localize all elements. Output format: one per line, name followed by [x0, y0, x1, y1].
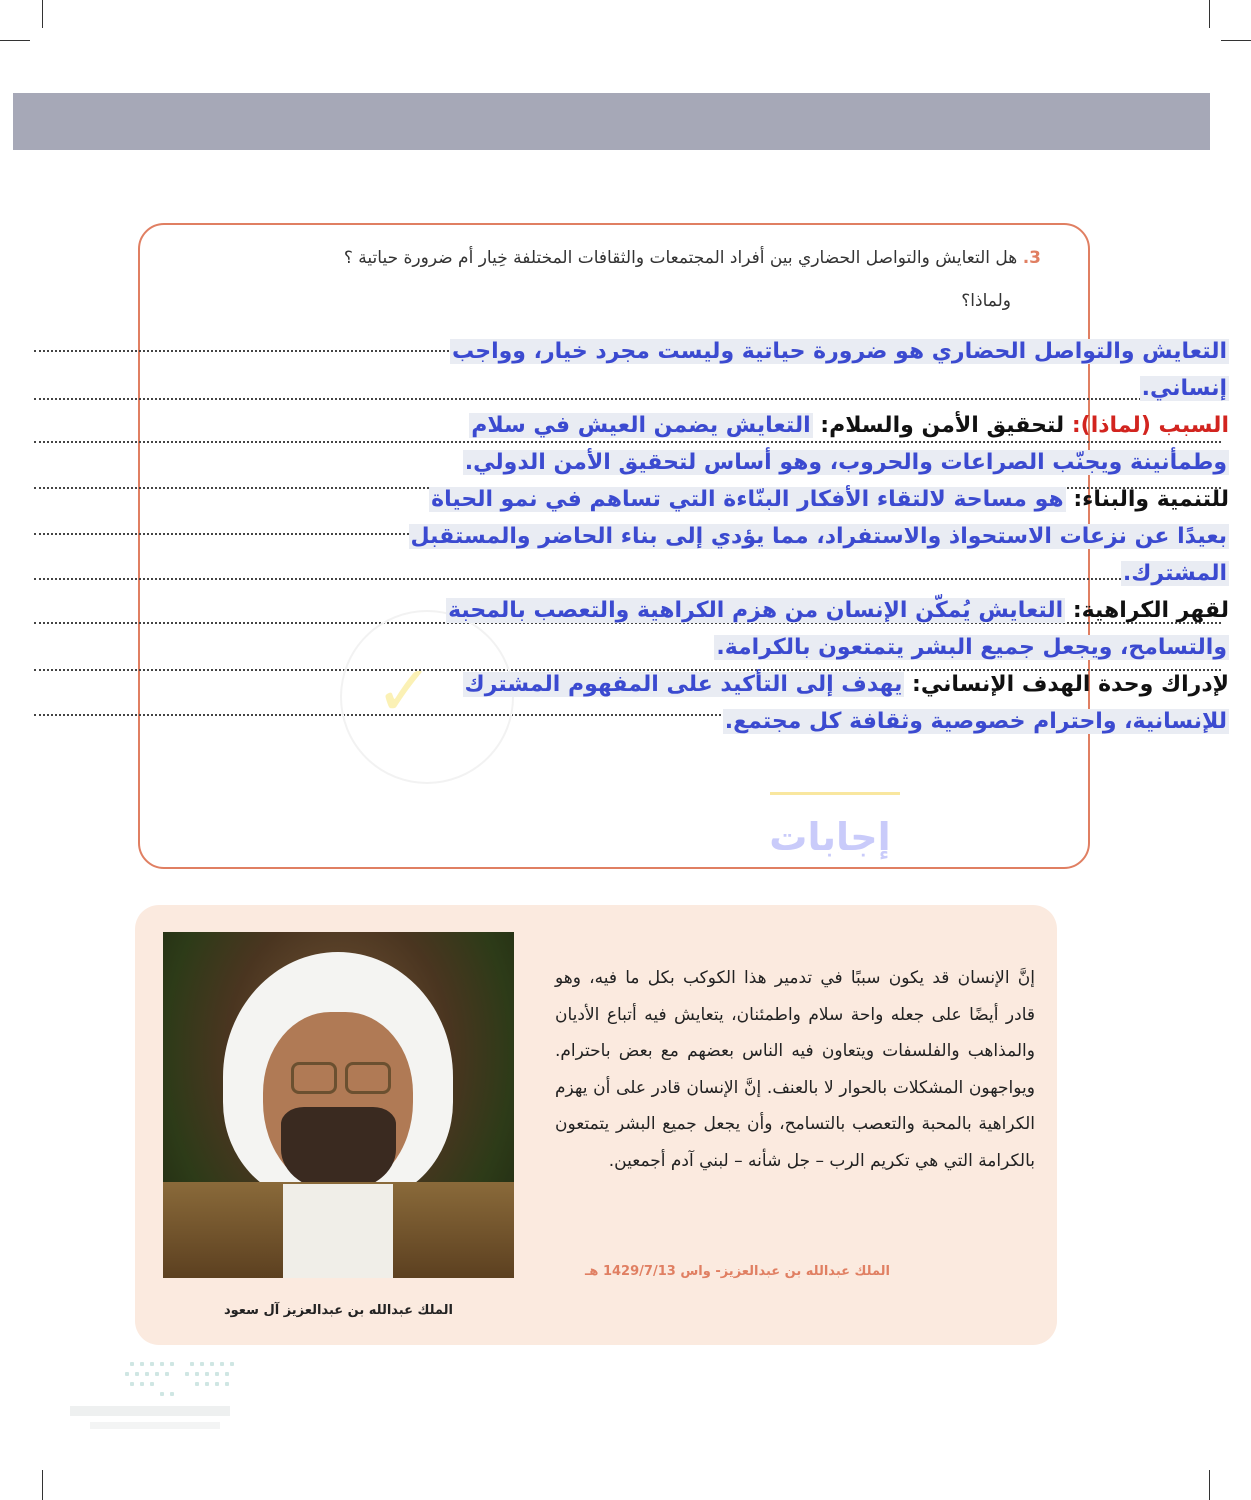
answer-line-9 [34, 629, 1229, 666]
question-text [344, 248, 1041, 268]
photo-caption: الملك عبدالله بن عبدالعزيز آل سعود [223, 1303, 453, 1318]
point-2-heading: للتنمية والبناء: [1073, 487, 1229, 512]
point-3-text-1: التعايش يُمكّن الإنسان من هزم الكراهية والتعصب بالمحبة [448, 598, 1064, 623]
answer-line-3 [34, 407, 1229, 444]
quote-text: إنَّ الإنسان قد يكون سببًا في تدمير هذا الكوكب بكل ما فيه، وهو قادر أيضًا على جعله واحة سلام واطمئنان، يتعايش فيه أتباع الأديان والمذاهب والفلسفات ويتعاون فيه الناس بعضهم مع بعض باحترام. ويواجهون المشكلات بالحوار لا بالعنف. إنَّ الإنسان قادر على أن يهزم الكراهية بالمحبة والتعصب بالتسامح، وأن يجعل جميع البشر يتمتعون بالكرامة التي هي تكريم الرب – جل شأنه – لبني آدم أجمعين. [555, 968, 1035, 1171]
question-number: 3. [1022, 248, 1041, 268]
king-photo [163, 932, 514, 1278]
ministry-logo-icon [20, 1360, 235, 1442]
question-line-1: هل التعايش والتواصل الحضاري بين أفراد المجتمعات والثقافات المختلفة خِيار أم ضرورة حياتية ؟ [343, 248, 1018, 268]
point-3-text-2: والتسامح، ويجعل جميع البشر يتمتعون بالكرامة. [716, 635, 1227, 660]
crop-mark [1209, 1470, 1210, 1500]
photo-glasses [291, 1062, 337, 1094]
point-4-heading: لإدراك وحدة الهدف الإنساني: [912, 672, 1229, 697]
logo-text-bar [90, 1422, 220, 1429]
logo-text-bar [70, 1406, 230, 1416]
crop-mark [0, 40, 30, 41]
crop-mark [42, 1470, 43, 1500]
point-3-heading: لقهر الكراهية: [1072, 598, 1229, 623]
photo-beard [281, 1107, 396, 1192]
point-1-text-1: التعايش يضمن العيش في سلام [471, 413, 811, 438]
crop-mark [1209, 0, 1210, 28]
answer-line-11 [34, 703, 1229, 740]
point-1-text-2: وطمأنينة ويجنّب الصراعات والحروب، وهو أساس لتحقيق الأمن الدولي. [464, 450, 1227, 475]
answer-intro-2: إنساني. [1141, 376, 1227, 401]
answers-watermark-label: إجابات [769, 815, 891, 859]
answer-line-6 [34, 518, 1229, 555]
photo-glasses [345, 1062, 391, 1094]
quote-source: الملك عبدالله بن عبدالعزيز- واس 1429/7/13 هـ [584, 1264, 890, 1279]
point-1-heading: لتحقيق الأمن والسلام: [820, 413, 1065, 438]
answer-line-7 [34, 555, 1229, 592]
question-line-2: ولماذا؟ [961, 291, 1011, 311]
answer-line-2 [34, 370, 1229, 407]
photo-collar [283, 1184, 393, 1278]
watermark-logo-icon: ✓ [375, 650, 434, 732]
crop-mark [42, 0, 43, 28]
answer-line-8 [34, 592, 1229, 629]
point-4-text-1: يهدف إلى التأكيد على المفهوم المشترك [464, 672, 903, 697]
answer-line-5 [34, 481, 1229, 518]
point-2-text-3: المشترك. [1122, 561, 1227, 586]
point-2-text-2: بعيدًا عن نزعات الاستحواذ والاستفراد، مما يؤدي إلى بناء الحاضر والمستقبل [410, 524, 1227, 549]
answer-line-4 [34, 444, 1229, 481]
answer-line-10 [34, 666, 1229, 703]
reason-label: السبب (لماذا): [1071, 413, 1229, 438]
point-2-text-1: هو مساحة لالتقاء الأفكار البنّاءة التي تساهم في نمو الحياة [431, 487, 1064, 512]
crop-mark [1221, 40, 1251, 41]
answer-line-1 [34, 333, 1229, 370]
point-4-text-2: للإنسانية، واحترام خصوصية وثقافة كل مجتمع. [724, 709, 1227, 734]
answer-intro-1: التعايش والتواصل الحضاري هو ضرورة حياتية وليست مجرد خيار، وواجب [451, 339, 1227, 364]
header-band [13, 93, 1210, 150]
answers-underline [770, 792, 900, 795]
